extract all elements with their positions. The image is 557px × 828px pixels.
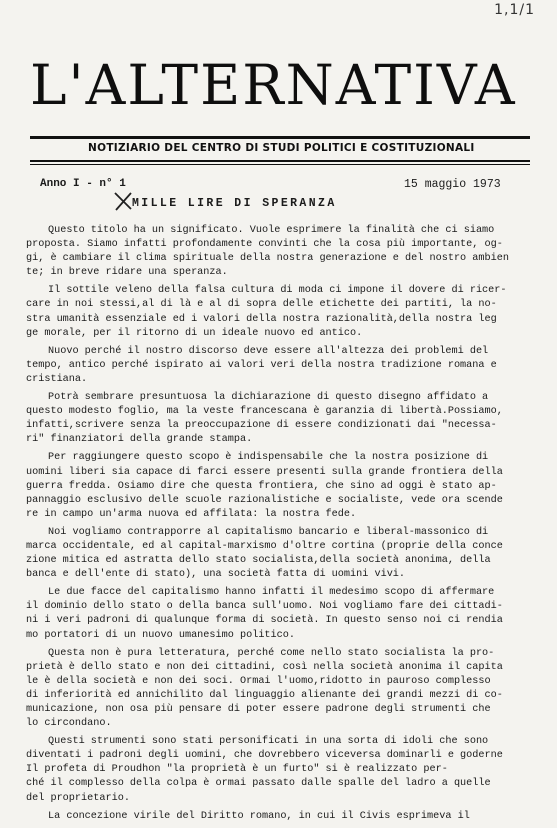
article-line: Questi strumenti sono stati personificati in una sorta di idoli che sono <box>48 736 489 748</box>
masthead-rule-top <box>30 136 530 139</box>
article-line: cristiana. <box>26 373 88 385</box>
article-line: lo circondano. <box>26 718 112 730</box>
article-line: gi, è cambiare il clima spirituale della nostra generazione e del nostro ambien <box>26 253 509 265</box>
article-line: Il sottile veleno della falsa cultura di moda ci impone il dovere di ricer- <box>48 285 507 297</box>
masthead-subtitle: NOTIZIARIO DEL CENTRO DI STUDI POLITICI E COSTITUZIONALI <box>88 142 475 154</box>
article-line: ni i veri padroni di qualunque forma di società. In questo senso noi ci rendia <box>26 615 503 627</box>
article-paragraph <box>26 284 536 340</box>
masthead-rule-bottom <box>30 160 530 162</box>
article-paragraph <box>26 810 536 824</box>
article-paragraph <box>26 451 536 521</box>
article-paragraph <box>26 586 536 642</box>
article-line: re in campo un'arma nuova ed affilata: la nostra fede. <box>26 508 357 520</box>
article-line: le è della società e non dei soci. Ormai l'uomo,ridotto in pauroso complesso <box>26 675 491 687</box>
article-line: La concezione virile del Diritto romano, in cui il Civis esprimeva il <box>48 810 470 822</box>
article-line: ge morale, per il ritorno di un ideale nuovo ed antico. <box>26 327 363 339</box>
article-line: Per raggiungere questo scopo è indispensabile che la nostra posizione di <box>48 452 489 464</box>
article-line: Noi vogliamo contrapporre al capitalismo bancario e liberal-massonico di <box>48 526 489 538</box>
article-line: municazione, non osa più pensare di poter essere padrone degli strumenti che <box>26 704 491 715</box>
handwritten-x-mark <box>112 190 134 212</box>
article-line: stra umanità essenziale ed i valori della nostra razionalità,della nostra leg <box>26 313 497 325</box>
article-line: questo modesto foglio, ma la veste francescana è garanzia di libertà.Possiamo, <box>26 406 503 418</box>
article-paragraph <box>26 391 536 447</box>
article-line: di inferiorità ed annichilito dal linguaggio alienante dei grandi mezzi di co- <box>26 689 503 701</box>
article-line: ri" finanziatori della grande stampa. <box>26 434 253 446</box>
article-line: pannaggio esclusivo delle scuole razionalistiche e socialiste, vede ora scende <box>26 494 503 506</box>
article-line: ché il complesso della colpa è ormai passato dalle spalle del ladro a quelle <box>26 778 491 790</box>
article-line: del proprietario. <box>26 792 130 804</box>
article-paragraph <box>26 526 536 582</box>
article-line: mo portatori di un nuovo umanesimo politico. <box>26 629 295 641</box>
article-line: prietà è dello stato e non dei cittadini, così nella società anonima il capita <box>26 661 503 673</box>
article-line: uomini liberi sia capace di farci essere presenti sulla grande frontiera della <box>26 466 503 478</box>
article-title: MILLE LIRE DI SPERANZA <box>132 197 337 210</box>
article-paragraph <box>26 224 536 280</box>
issue-date: 15 maggio 1973 <box>404 178 501 191</box>
article-line: Nuovo perché il nostro discorso deve essere all'altezza dei problemi del <box>48 345 489 357</box>
article-paragraph <box>26 345 536 387</box>
article-line: Questo titolo ha un significato. Vuole esprimere la finalità che ci siamo <box>48 225 495 236</box>
article-line: proposta. Siamo infatti profondamente convinti che la cosa più importante, og- <box>26 239 503 251</box>
article-line: il dominio dello stato o della banca sull'uomo. Noi vogliamo fare dei cittadi- <box>26 601 503 613</box>
masthead-rule-bottom-thin <box>30 164 530 165</box>
article-line: Le due facce del capitalismo hanno infatti il medesimo scopo di affermare <box>48 587 495 599</box>
article-line: marca occidentale, ed al capital-marxismo d'oltre cortina (proprie della conce <box>26 540 503 552</box>
article-line: diventati i padroni degli uomini, che dovrebbero viceversa dominarli e goderne <box>26 750 503 762</box>
article-line: banca e dell'ente di stato), una società fatta di uomini vivi. <box>26 569 406 581</box>
article-paragraph <box>26 735 536 805</box>
article-line: care in noi stessi,al di là e al di sopra delle etichette dei partiti, la no- <box>26 299 497 311</box>
article-line: Potrà sembrare presuntuosa la dichiarazione di questo disegno affidato a <box>48 392 489 404</box>
article-line: te; in breve ridare una speranza. <box>26 267 228 279</box>
article-line: Il profeta di Proudhon "la proprietà è un furto" si è realizzato per- <box>26 764 448 776</box>
article-paragraph <box>26 647 536 732</box>
issue-number: Anno I - n° 1 <box>40 178 126 190</box>
article-line: Questa non è pura letteratura, perché come nello stato socialista la pro- <box>48 647 495 659</box>
article-line: zione mitica ed astratta dello stato socialista,della società anonima, della <box>26 555 491 567</box>
article-line: guerra fredda. Osiamo dire che questa frontiera, che sino ad oggi è stato ap- <box>26 480 497 492</box>
article-body <box>26 224 536 828</box>
article-line: tempo, antico perché ispirato ai valori veri della nostra tradizione romana e <box>26 359 497 371</box>
archive-mark: 1,1/1 <box>494 2 535 18</box>
masthead-title: L'ALTERNATIVA <box>30 53 517 117</box>
article-line: infatti,scrivere senza la preoccupazione di essere condizionati dai "necessa- <box>26 420 497 432</box>
